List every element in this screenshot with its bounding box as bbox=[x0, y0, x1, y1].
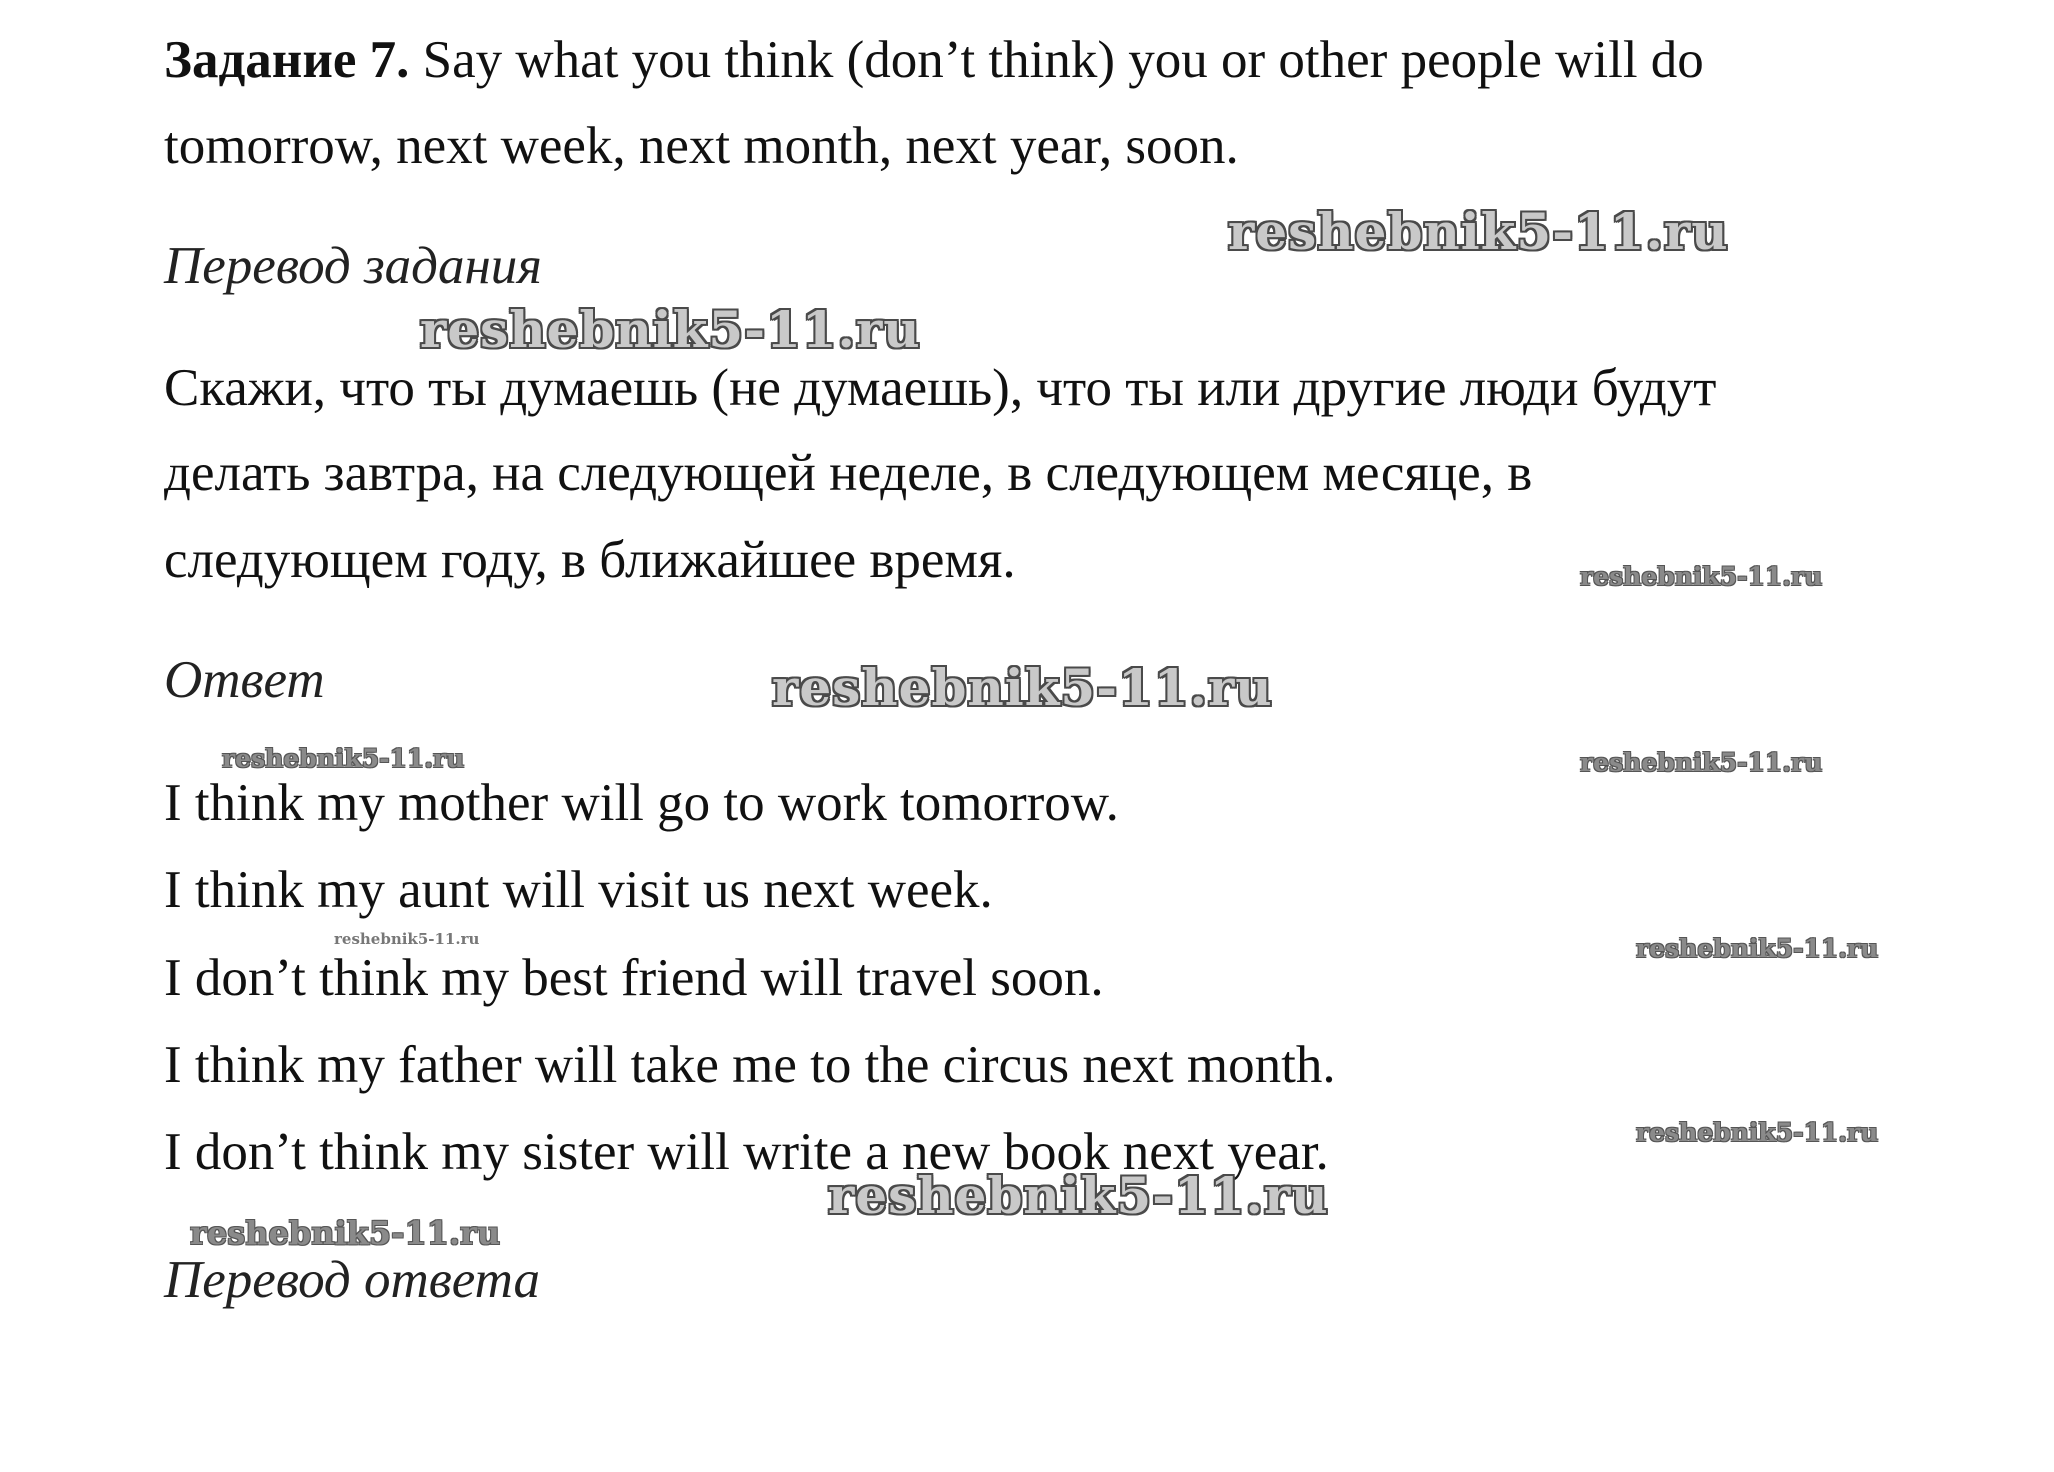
watermark: reshebnik5-11.ru bbox=[1228, 202, 1729, 261]
answer-line-2: I think my aunt will visit us next week. bbox=[164, 861, 993, 919]
answer-line-4: I think my father will take me to the circus next month. bbox=[164, 1036, 1336, 1094]
task-label: Задание 7. bbox=[164, 31, 410, 89]
task-line-1 bbox=[164, 30, 1704, 90]
watermark: reshebnik5-11.ru bbox=[828, 1166, 1329, 1225]
task-text-line-2: tomorrow, next week, next month, next year, soon. bbox=[164, 117, 1239, 175]
answer-line-5: I don’t think my sister will write a new book next year. bbox=[164, 1123, 1329, 1181]
watermark: reshebnik5-11.ru bbox=[222, 744, 465, 773]
answer-heading: Ответ bbox=[164, 651, 325, 709]
translation-line-1: Скажи, что ты думаешь (не думаешь), что ты или другие люди будут bbox=[164, 359, 1717, 417]
translation-line-3: следующем году, в ближайшее время. bbox=[164, 531, 1016, 589]
translation-line-2: делать завтра, на следующей неделе, в следующем месяце, в bbox=[164, 444, 1533, 502]
watermark: reshebnik5-11.ru bbox=[334, 930, 480, 948]
watermark: reshebnik5-11.ru bbox=[1580, 748, 1823, 777]
task-text-line-1: Say what you think (don’t think) you or other people will do bbox=[422, 31, 1704, 89]
watermark: reshebnik5-11.ru bbox=[1636, 1118, 1879, 1147]
answer-line-1: I think my mother will go to work tomorrow. bbox=[164, 774, 1119, 832]
answer-translation-heading: Перевод ответа bbox=[164, 1251, 541, 1309]
watermark: reshebnik5-11.ru bbox=[1580, 562, 1823, 591]
watermark: reshebnik5-11.ru bbox=[1636, 934, 1879, 963]
translation-heading: Перевод задания bbox=[164, 237, 542, 295]
watermark: reshebnik5-11.ru bbox=[190, 1214, 501, 1252]
watermark: reshebnik5-11.ru bbox=[772, 658, 1273, 717]
watermark: reshebnik5-11.ru bbox=[420, 300, 921, 359]
answer-line-3: I don’t think my best friend will travel soon. bbox=[164, 949, 1104, 1007]
